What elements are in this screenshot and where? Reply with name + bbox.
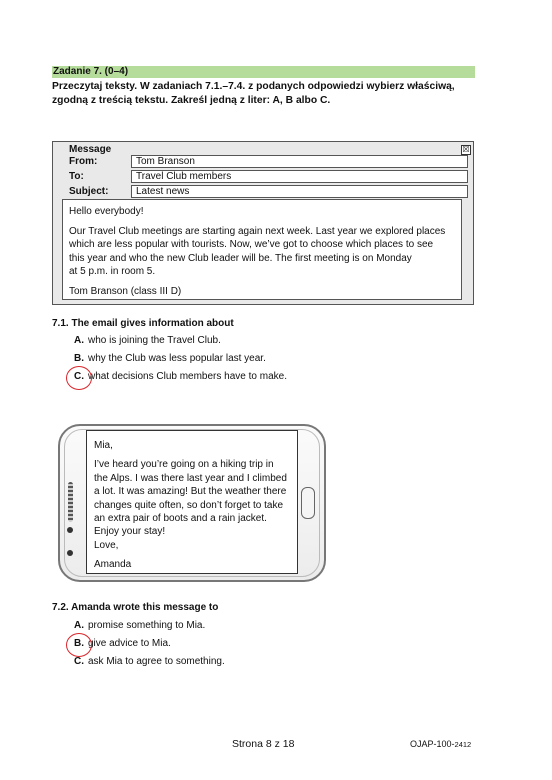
option-text: ask Mia to agree to something. [88,656,225,667]
option-letter: C. [74,656,84,667]
option-letter: C. [74,371,84,382]
task-header: Zadanie 7. (0–4) [52,66,475,78]
sms-signature: Amanda [94,559,132,571]
instruction-line: zgodną z treścią tekstu. Zakreśl jedną z liter: A, B albo C. [52,94,331,106]
from-field: Tom Branson [131,155,468,168]
email-body [62,199,462,300]
speaker-grille-icon [68,482,73,522]
email-body-line: which are less popular with tourists. Now, we’ve got to choose which places to see [69,239,434,251]
option-letter: A. [74,620,84,631]
sensor-icon [67,550,73,556]
exam-code-suffix: 2412 [454,740,472,749]
question-7-1-option-a[interactable] [74,335,221,346]
exam-code-prefix: OJAP-100- [410,739,455,749]
sms-line: an extra pair of boots and a rain jacket. [94,513,267,525]
subject-field: Latest news [131,185,468,198]
sms-greeting: Mia, [94,440,113,451]
answer-circle [66,366,92,390]
question-7-2-option-c[interactable] [74,656,225,667]
option-text: promise something to Mia. [88,620,206,631]
option-text: what decisions Club members have to make. [88,371,287,382]
email-signature: Tom Branson (class III D) [69,286,182,298]
home-button-icon [301,487,315,519]
option-text: who is joining the Travel Club. [88,335,221,346]
question-7-2-title: 7.2. Amanda wrote this message to [52,602,219,613]
sms-line: a lot. It was amazing! But the weather there [94,486,287,498]
phone-screen [86,430,298,574]
exam-code [410,739,471,749]
option-letter: B. [74,638,84,649]
email-window-title: Message [69,144,112,155]
question-7-1-option-b[interactable] [74,353,266,364]
question-7-1-title: 7.1. The email gives information about [52,318,234,329]
question-7-1-option-c[interactable] [74,371,287,382]
task-instructions [52,80,492,107]
to-field: Travel Club members [131,170,468,183]
sms-line: Love, [94,539,119,551]
sms-line: Enjoy your stay! [94,526,166,538]
close-icon[interactable]: ☒ [462,145,470,154]
question-7-2-option-a[interactable] [74,620,205,631]
from-label: From: [69,156,98,167]
instruction-line: Przeczytaj teksty. W zadaniach 7.1.–7.4. z podanych odpowiedzi wybierz właściwą, [52,81,455,92]
email-body-line: at 5 p.m. in room 5. [69,265,156,277]
email-greeting: Hello everybody! [69,206,144,217]
subject-label: Subject: [69,186,109,197]
option-text: why the Club was less popular last year. [88,353,266,364]
email-body-line: Our Travel Club meetings are starting again next week. Last year we explored places [69,226,446,238]
sms-line: I’ve heard you’re going on a hiking trip in [94,459,274,471]
option-letter: B. [74,353,84,364]
email-window [52,141,474,305]
camera-icon [67,527,73,533]
page-number: Strona 8 z 18 [232,738,295,750]
sms-line: the Alps. I was there last year and I climbed [94,472,287,484]
option-letter: A. [74,335,84,346]
answer-circle [66,633,92,657]
to-label: To: [69,171,84,182]
option-text: give advice to Mia. [88,638,171,649]
email-body-line: this year and who the new Club leader will be. The first meeting is on Monday [69,252,412,264]
sms-line: changes quite often, so don’t forget to take [94,499,284,511]
